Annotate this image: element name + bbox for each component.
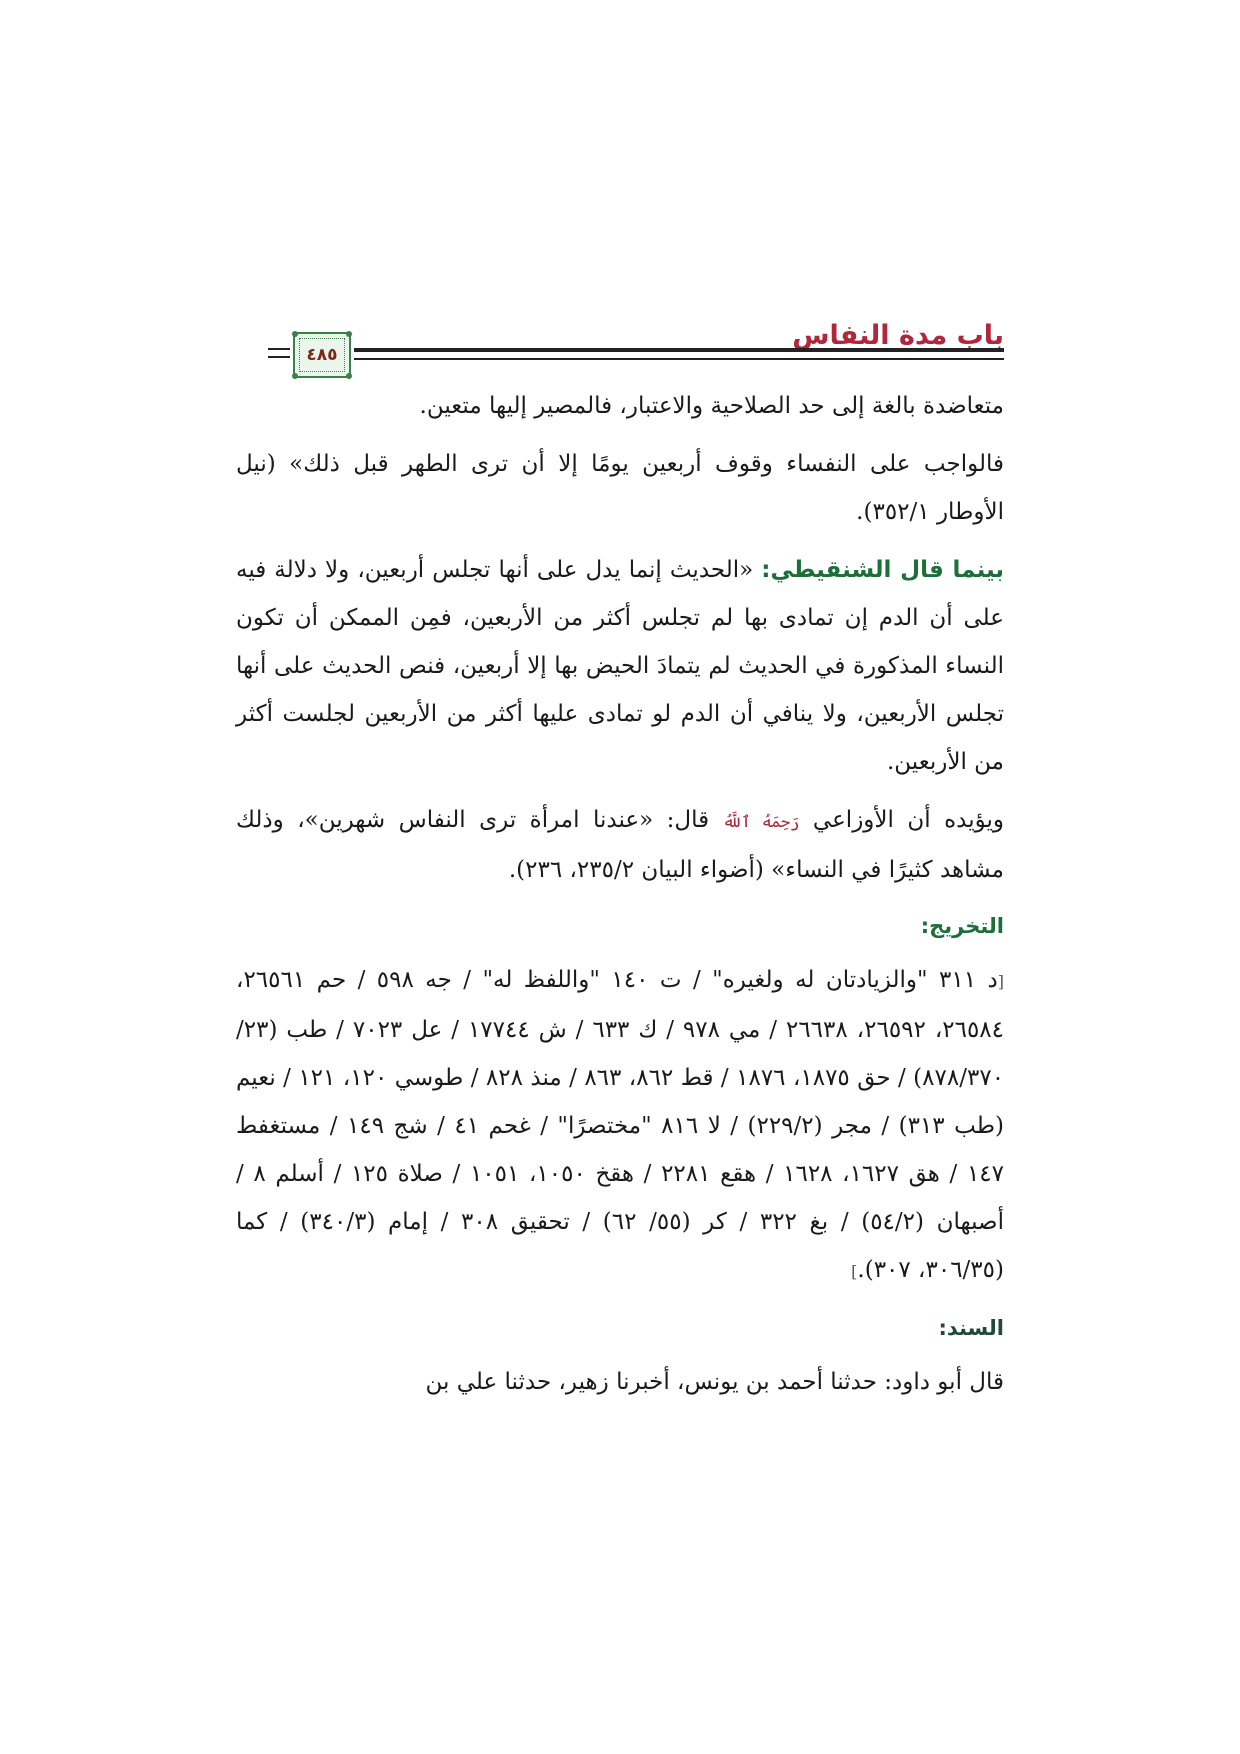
header-rule-right-lower [354, 358, 1004, 360]
takhrij-heading: التخريج: [920, 914, 1004, 938]
bracket-open: [ [997, 972, 1004, 991]
sanad-heading: السند: [938, 1316, 1004, 1340]
paragraph-quote-end: فالواجب على النفساء وقوف أربعين يومًا إلا أن ترى الطهر قبل ذلك» (نيل الأوطار ٣٥٢/١). [236, 451, 1004, 525]
header-rule-left-lower [268, 356, 290, 358]
paragraph-awzai [236, 796, 1004, 894]
paragraph-text: ويؤيده أن الأوزاعي [812, 807, 1005, 833]
paragraph-shinqiti [236, 546, 1004, 786]
header-rule-right [354, 348, 1004, 352]
header-rule-left [268, 348, 290, 350]
page-number: ٤٨٥ [306, 345, 338, 365]
page-header [0, 310, 1240, 390]
honorific-mark: رَحِمَهُ ٱللَّهُ [722, 812, 800, 831]
paragraph: متعاضدة بالغة إلى حد الصلاحية والاعتبار، فالمصير إليها متعين. [419, 393, 1004, 419]
lead-label-shinqiti: بينما قال الشنقيطي: [761, 557, 1004, 583]
takhrij-paragraph [236, 956, 1004, 1296]
sanad-paragraph: قال أبو داود: حدثنا أحمد بن يونس، أخبرنا زهير، حدثنا علي بن [425, 1369, 1004, 1395]
chapter-title: باب مدة النفاس [792, 320, 1004, 351]
paragraph-text: قال: «عندنا امرأة ترى النفاس شهرين»، وذلك مشاهد كثيرًا في النساء» (أضواء البيان ٢٣٥/٢، ٢٣٦). [236, 807, 1004, 883]
page-body [236, 382, 1004, 1416]
bracket-close: ] [851, 1262, 858, 1281]
takhrij-text: د ٣١١ "والزيادتان له ولغيره" / ت ١٤٠ "واللفظ له" / جه ٥٩٨ / حم ٢٦٥٦١، ٢٦٥٨٤، ٢٦٥٩٢، ٢٦٦٣٨ / مي ٩٧٨ / ك ٦٣٣ / ش ١٧٧٤٤ / عل ٧٠٢٣ / طب (٢٣/ ٨٧٨/٣٧٠) / حق ١٨٧٥، ١٨٧٦ / قط ٨٦٢، ٨٦٣ / منذ ٨٢٨ / طوسي ١٢٠، ١٢١ / نعيم (طب ٣١٣) / مجر (٢٢٩/٢) / لا ٨١٦ "مختصرًا" / غحم ٤١ / شج ١٤٩ / مستغفط ١٤٧ / هق ١٦٢٧، ١٦٢٨ / هقع ٢٢٨١ / هقخ ١٠٥٠، ١٠٥١ / صلاة ١٢٥ / أسلم ٨ / أصبهان (٥٤/٢) / بغ ٣٢٢ / كر (٥٥/ ٦٢) / تحقيق ٣٠٨ / إمام (٣٤٠/٣) / كما (٣٠٦/٣٥، ٣٠٧). [236, 967, 1005, 1283]
paragraph-text: «الحديث إنما يدل على أنها تجلس أربعين، ولا دلالة فيه على أن الدم إن تمادى بها لم تجلس أكثر من الأربعين، فمِن الممكن أن تكون النساء المذكورة في الحديث لم يتمادَ الحيض بها إلا أربعين، فنص الحديث على أنها تجلس الأربعين، ولا ينافي أن الدم لو تمادى عليها أكثر من الأربعين لجلست أكثر من الأربعين. [236, 557, 1004, 775]
page-number-badge [293, 332, 351, 378]
